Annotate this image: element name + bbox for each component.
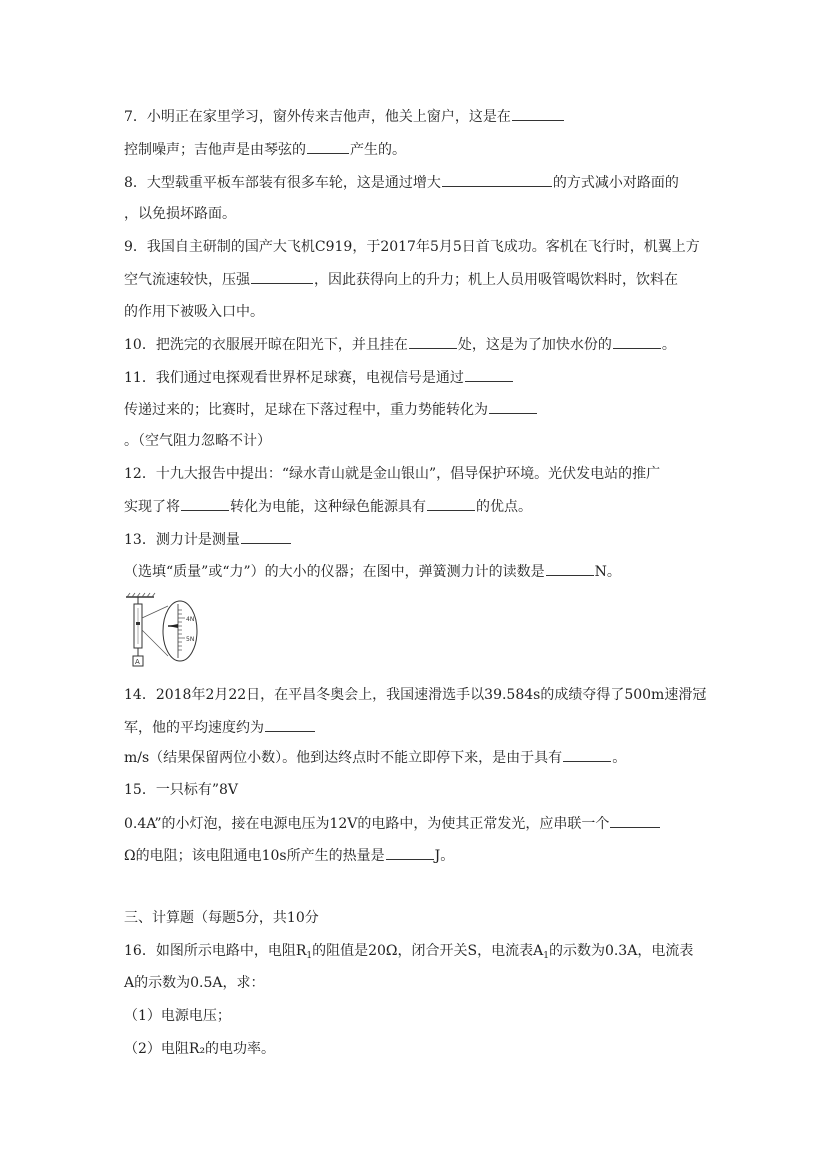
answer-blank[interactable] <box>563 747 611 762</box>
answer-blank[interactable] <box>427 496 475 511</box>
q9-line3: 的作用下被吸入口中。 <box>124 304 264 320</box>
q8-line2: ，以免损坏路面。 <box>124 206 236 222</box>
answer-blank[interactable] <box>386 845 434 860</box>
q16-line2: A的示数为0.5A，求： <box>124 975 265 991</box>
q16-part2: （2）电阻R₂的电功率。 <box>124 1041 276 1057</box>
q14-line3: m/s（结果保留两位小数）。他到达终点时不能立即停下来，是由于具有 。 <box>124 747 626 768</box>
q14-line2: 军，他的平均速度约为 <box>124 717 316 738</box>
q15-line1: 15．一只标有”8V <box>124 782 238 798</box>
q11-line3: 。（空气阻力忽略不计） <box>124 433 271 449</box>
answer-blank[interactable] <box>489 399 537 414</box>
q12-line1: 12．十九大报告中提出：“绿水青山就是金山银山”，倡导保护环境。光伏发电站的推广 <box>124 466 661 482</box>
answer-blank[interactable] <box>465 367 513 382</box>
q9-line1: 9．我国自主研制的国产大飞机C919，于2017年5月5日首飞成功。客机在飞行时，机翼上方 <box>124 239 700 255</box>
q7-line1: 7．小明正在家里学习，窗外传来吉他声，他关上窗户，这是在 <box>124 106 565 127</box>
answer-blank[interactable] <box>265 717 315 732</box>
q8-line1: 8．大型载重平板车部装有很多车轮，这是通过增大 的方式减小对路面的 <box>124 172 679 193</box>
q15-line2: 0.4A”的小灯泡，接在电源电压为12V的电路中，为使其正常发光，应串联一个 <box>124 813 661 834</box>
q16-part1: （1）电源电压； <box>124 1008 231 1024</box>
answer-blank[interactable] <box>512 106 564 121</box>
fig-label-5n: 5N <box>186 636 195 643</box>
answer-blank[interactable] <box>442 172 552 187</box>
q15-line3: Ω的电阻；该电阻通电10s所产生的热量是 J。 <box>124 845 454 866</box>
q11-line1: 11．我们通过电探观看世界杯足球赛，电视信号是通过 <box>124 367 514 388</box>
answer-blank[interactable] <box>409 334 457 349</box>
q7-line2: 控制噪声；吉他声是由琴弦的 产生的。 <box>124 139 406 160</box>
q16-line1: 16．如图所示电路中，电阻$R_1$的阻值是20Ω，闭合开关S，电流表$A_1$的示数为0.3A，电流表 <box>124 943 694 961</box>
q12-line2: 实现了将 转化为电能，这种绿色能源具有 的优点。 <box>124 496 532 517</box>
answer-blank[interactable] <box>251 269 313 284</box>
answer-blank[interactable] <box>241 529 291 544</box>
q13-line2: （选填“质量”或“力”）的大小的仪器；在图中，弹簧测力计的读数是 N。 <box>124 561 621 582</box>
q9-line2: 空气流速较快，压强 ，因此获得向上的升力；机上人员用吸管喝饮料时，饮料在 <box>124 269 678 290</box>
section-heading: 三、计算题（每题5分，共10分 <box>124 910 319 926</box>
fig-label-a: A <box>135 658 140 666</box>
q10-line1: 10．把洗完的衣服展开晾在阳光下，并且挂在 处，这是为了加快水份的 。 <box>124 334 676 355</box>
answer-blank[interactable] <box>181 496 229 511</box>
answer-blank[interactable] <box>613 334 661 349</box>
q14-line1: 14．2018年2月22日，在平昌冬奥会上，我国速滑选手以39.584s的成绩夺得了500m速滑冠 <box>124 687 707 703</box>
spring-scale-figure <box>124 592 200 670</box>
answer-blank[interactable] <box>307 139 349 154</box>
q11-line2: 传递过来的；比赛时，足球在下落过程中，重力势能转化为 <box>124 399 538 420</box>
fig-label-4n: 4N <box>186 616 195 623</box>
answer-blank[interactable] <box>546 561 594 576</box>
q13-line1: 13．测力计是测量 <box>124 529 292 550</box>
answer-blank[interactable] <box>610 813 660 828</box>
